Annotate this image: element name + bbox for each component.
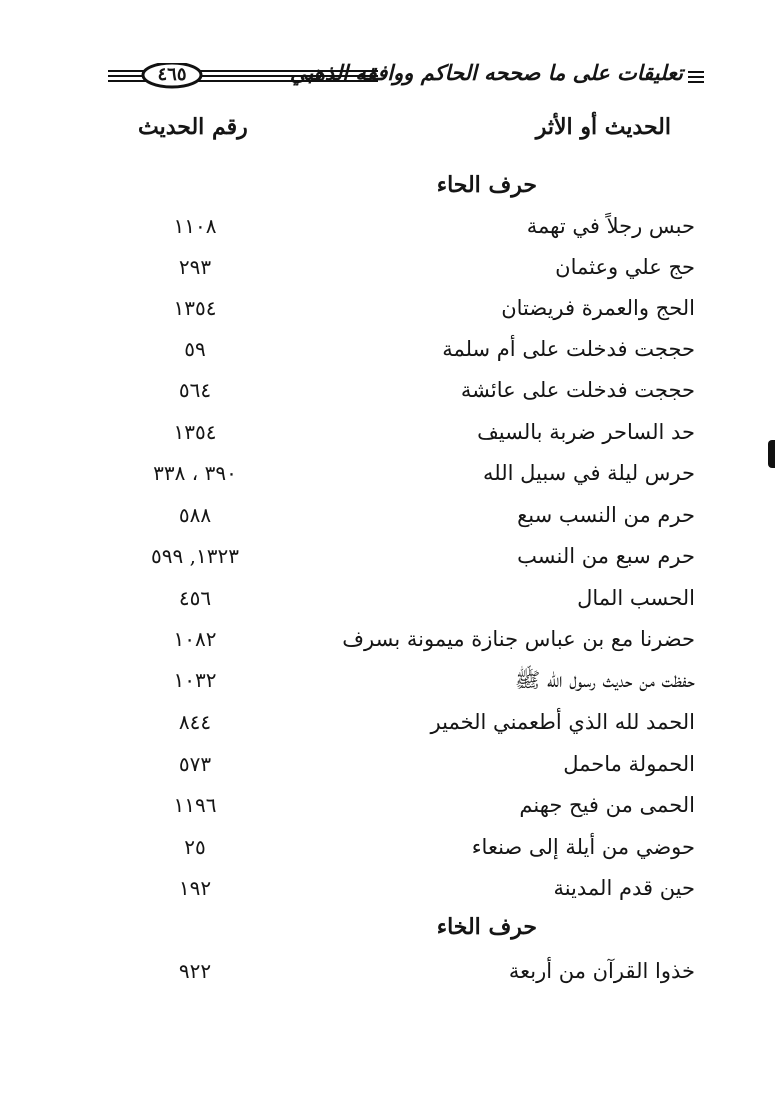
hadith-number: ١٠٨٢ bbox=[173, 627, 217, 651]
list-item bbox=[0, 500, 775, 530]
list-item bbox=[0, 541, 775, 571]
hadith-number: ٩٢٢ bbox=[178, 959, 212, 983]
hadith-text: حد الساحر ضربة بالسيف bbox=[477, 420, 695, 444]
hadith-number: ٥٩ bbox=[184, 337, 206, 361]
hadith-text: الحسب المال bbox=[577, 586, 695, 610]
hadith-number: ١٣٢٣, ٥٩٩ bbox=[151, 544, 239, 568]
list-item bbox=[0, 707, 775, 737]
hadith-number: ٢٥ bbox=[184, 835, 206, 859]
hadith-text: حين قدم المدينة bbox=[553, 876, 695, 900]
list-item bbox=[0, 873, 775, 903]
header-bullet-lines bbox=[688, 71, 704, 86]
hadith-text: الحمولة ماحمل bbox=[563, 752, 695, 776]
hadith-number: ١٣٥٤ bbox=[173, 296, 217, 320]
hadith-number: ٥٧٣ bbox=[178, 752, 212, 776]
hadith-number: ٤٥٦ bbox=[178, 586, 212, 610]
hadith-number: ١٠٣٢ bbox=[173, 668, 217, 692]
list-item bbox=[0, 583, 775, 613]
hadith-number: ١١٩٦ bbox=[173, 793, 217, 817]
hadith-text: حضرنا مع بن عباس جنازة ميمونة بسرف bbox=[342, 627, 695, 651]
hadith-text: خذوا القرآن من أربعة bbox=[508, 959, 695, 983]
hadith-text: حرم من النسب سبع bbox=[517, 503, 695, 527]
list-item bbox=[0, 417, 775, 447]
list-item bbox=[0, 334, 775, 364]
hadith-number: ٥٦٤ bbox=[178, 378, 212, 402]
list-item bbox=[0, 790, 775, 820]
list-item bbox=[0, 624, 775, 654]
list-item bbox=[0, 665, 775, 695]
list-item bbox=[0, 458, 775, 488]
hadith-text: الحج والعمرة فريضتان bbox=[501, 296, 695, 320]
hadith-text: الحمد لله الذي أطعمني الخمير bbox=[430, 710, 695, 734]
hadith-text: حرس ليلة في سبيل الله bbox=[482, 461, 695, 485]
page-header bbox=[0, 0, 775, 110]
page-edge-mark bbox=[768, 440, 775, 468]
hadith-text: حججت فدخلت على أم سلمة bbox=[442, 337, 695, 361]
hadith-text: حج علي وعثمان bbox=[555, 255, 695, 279]
list-item bbox=[0, 749, 775, 779]
hadith-number: ٥٨٨ bbox=[178, 503, 212, 527]
column-header-number: رقم الحديث bbox=[138, 114, 248, 140]
hadith-text: الحمى من فيح جهنم bbox=[519, 793, 695, 817]
list-item bbox=[0, 956, 775, 986]
hadith-number: ٢٩٣ bbox=[178, 255, 212, 279]
header-rule bbox=[108, 63, 378, 93]
hadith-number: ١١٠٨ bbox=[173, 214, 217, 238]
list-item bbox=[0, 211, 775, 241]
page-title: تعليقات على ما صححه الحاكم ووافقه الذهبي bbox=[289, 60, 683, 85]
section-title: حرف الحاء bbox=[436, 172, 537, 198]
list-item bbox=[0, 293, 775, 323]
hadith-text: حوضي من أيلة إلى صنعاء bbox=[471, 835, 695, 859]
hadith-number: ٨٤٤ bbox=[178, 710, 212, 734]
hadith-number: ١٣٥٤ bbox=[173, 420, 217, 444]
list-item bbox=[0, 375, 775, 405]
list-item bbox=[0, 832, 775, 862]
hadith-text: حرم سبع من النسب bbox=[517, 544, 695, 568]
hadith-number: ٣٩٠ ، ٣٣٨ bbox=[153, 461, 237, 485]
hadith-text: حبس رجلاً في تهمة bbox=[526, 214, 695, 238]
column-header-hadith: الحديث أو الأثر bbox=[535, 114, 671, 140]
section-title: حرف الخاء bbox=[436, 914, 537, 940]
list-item bbox=[0, 252, 775, 282]
page-number: ٤٦٥ bbox=[157, 64, 187, 85]
hadith-text: حججت فدخلت على عائشة bbox=[460, 378, 695, 402]
hadith-number: ١٩٢ bbox=[178, 876, 212, 900]
hadith-text: حفظت من حديث رسول الله ﷺ bbox=[514, 668, 695, 692]
